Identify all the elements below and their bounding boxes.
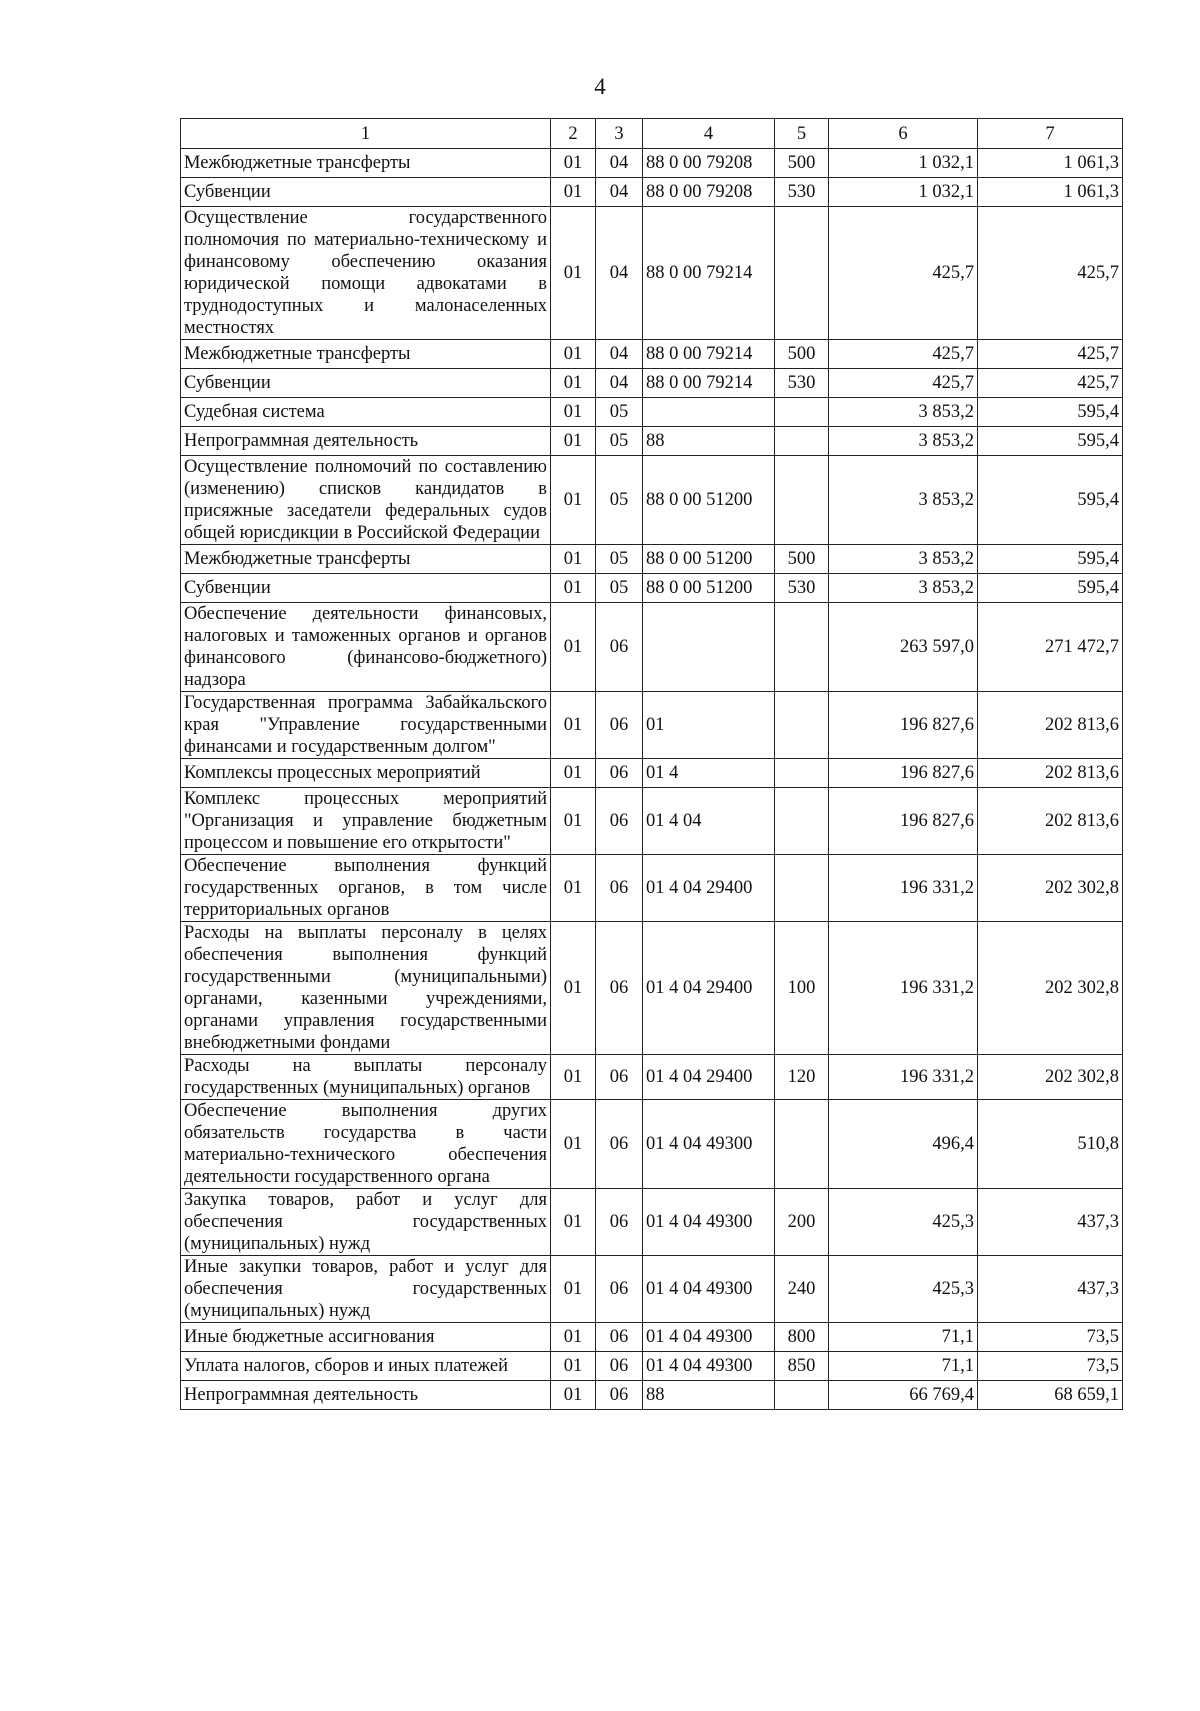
section-cell: 01 <box>551 692 596 759</box>
amount-col6-cell: 425,7 <box>829 369 978 398</box>
expense-type-cell: 120 <box>775 1055 829 1100</box>
target-article-cell: 01 4 04 49300 <box>643 1256 775 1323</box>
subsection-cell: 06 <box>596 1189 643 1256</box>
table-row <box>181 369 1123 398</box>
subsection-cell: 06 <box>596 1381 643 1410</box>
table-row <box>181 922 1123 1055</box>
target-article-cell: 88 0 00 51200 <box>643 456 775 545</box>
table-row <box>181 207 1123 340</box>
target-article-cell: 01 4 04 49300 <box>643 1323 775 1352</box>
expense-type-cell <box>775 692 829 759</box>
amount-col7-cell: 425,7 <box>978 207 1123 340</box>
column-header: 7 <box>978 119 1123 149</box>
column-header: 4 <box>643 119 775 149</box>
page-number: 4 <box>594 74 606 99</box>
expense-type-cell <box>775 1381 829 1410</box>
expense-type-cell: 500 <box>775 545 829 574</box>
amount-col6-cell: 1 032,1 <box>829 178 978 207</box>
row-name-cell: Государственная программа Забайкальского края "Управление государственными финансами и государственным долгом" <box>181 692 551 759</box>
expense-type-cell: 240 <box>775 1256 829 1323</box>
section-cell: 01 <box>551 759 596 788</box>
subsection-cell: 06 <box>596 1352 643 1381</box>
amount-col6-cell: 425,3 <box>829 1256 978 1323</box>
subsection-cell: 06 <box>596 603 643 692</box>
section-cell: 01 <box>551 545 596 574</box>
amount-col6-cell: 71,1 <box>829 1323 978 1352</box>
column-header: 3 <box>596 119 643 149</box>
subsection-cell: 05 <box>596 398 643 427</box>
expense-type-cell <box>775 1100 829 1189</box>
expense-type-cell: 800 <box>775 1323 829 1352</box>
target-article-cell: 88 0 00 51200 <box>643 574 775 603</box>
amount-col6-cell: 3 853,2 <box>829 398 978 427</box>
subsection-cell: 06 <box>596 855 643 922</box>
column-header: 1 <box>181 119 551 149</box>
target-article-cell: 88 0 00 79214 <box>643 340 775 369</box>
target-article-cell: 01 <box>643 692 775 759</box>
section-cell: 01 <box>551 369 596 398</box>
row-name-cell: Обеспечение деятельности финансовых, налоговых и таможенных органов и органов финансового (финансово-бюджетного) надзора <box>181 603 551 692</box>
amount-col7-cell: 271 472,7 <box>978 603 1123 692</box>
expense-type-cell <box>775 855 829 922</box>
row-name-cell: Расходы на выплаты персоналу государственных (муниципальных) органов <box>181 1055 551 1100</box>
amount-col7-cell: 595,4 <box>978 398 1123 427</box>
section-cell: 01 <box>551 207 596 340</box>
subsection-cell: 05 <box>596 574 643 603</box>
table-row <box>181 456 1123 545</box>
target-article-cell: 88 <box>643 427 775 456</box>
amount-col6-cell: 425,7 <box>829 340 978 369</box>
section-cell: 01 <box>551 427 596 456</box>
table-row <box>181 1189 1123 1256</box>
table-row <box>181 1323 1123 1352</box>
amount-col7-cell: 202 302,8 <box>978 1055 1123 1100</box>
row-name-cell: Закупка товаров, работ и услуг для обеспечения государственных (муниципальных) нужд <box>181 1189 551 1256</box>
row-name-cell: Субвенции <box>181 178 551 207</box>
row-name-cell: Иные закупки товаров, работ и услуг для обеспечения государственных (муниципальных) нужд <box>181 1256 551 1323</box>
amount-col7-cell: 68 659,1 <box>978 1381 1123 1410</box>
amount-col7-cell: 595,4 <box>978 574 1123 603</box>
expense-type-cell: 530 <box>775 574 829 603</box>
amount-col7-cell: 202 813,6 <box>978 788 1123 855</box>
table-row <box>181 574 1123 603</box>
row-name-cell: Комплексы процессных мероприятий <box>181 759 551 788</box>
amount-col7-cell: 437,3 <box>978 1256 1123 1323</box>
row-name-cell: Непрограммная деятельность <box>181 1381 551 1410</box>
target-article-cell: 01 4 04 29400 <box>643 855 775 922</box>
row-name-cell: Межбюджетные трансферты <box>181 545 551 574</box>
row-name-cell: Обеспечение выполнения функций государственных органов, в том числе территориальных органов <box>181 855 551 922</box>
table-row <box>181 855 1123 922</box>
subsection-cell: 04 <box>596 207 643 340</box>
amount-col7-cell: 595,4 <box>978 427 1123 456</box>
section-cell: 01 <box>551 603 596 692</box>
table-row <box>181 340 1123 369</box>
subsection-cell: 06 <box>596 788 643 855</box>
expense-type-cell: 200 <box>775 1189 829 1256</box>
subsection-cell: 06 <box>596 692 643 759</box>
expense-type-cell <box>775 603 829 692</box>
target-article-cell: 01 4 04 <box>643 788 775 855</box>
amount-col6-cell: 196 827,6 <box>829 692 978 759</box>
target-article-cell: 88 0 00 79214 <box>643 369 775 398</box>
budget-table <box>180 118 1123 1410</box>
amount-col7-cell: 73,5 <box>978 1323 1123 1352</box>
amount-col6-cell: 3 853,2 <box>829 545 978 574</box>
amount-col6-cell: 196 827,6 <box>829 788 978 855</box>
section-cell: 01 <box>551 1100 596 1189</box>
amount-col6-cell: 196 331,2 <box>829 922 978 1055</box>
subsection-cell: 06 <box>596 1055 643 1100</box>
amount-col6-cell: 71,1 <box>829 1352 978 1381</box>
row-name-cell: Субвенции <box>181 369 551 398</box>
amount-col7-cell: 1 061,3 <box>978 149 1123 178</box>
amount-col7-cell: 595,4 <box>978 456 1123 545</box>
expense-type-cell <box>775 456 829 545</box>
subsection-cell: 04 <box>596 369 643 398</box>
subsection-cell: 06 <box>596 922 643 1055</box>
table-row <box>181 603 1123 692</box>
table-row <box>181 398 1123 427</box>
amount-col7-cell: 595,4 <box>978 545 1123 574</box>
expense-type-cell <box>775 788 829 855</box>
expense-type-cell: 850 <box>775 1352 829 1381</box>
amount-col6-cell: 3 853,2 <box>829 456 978 545</box>
section-cell: 01 <box>551 1189 596 1256</box>
subsection-cell: 05 <box>596 456 643 545</box>
table-body <box>181 149 1123 1410</box>
section-cell: 01 <box>551 1055 596 1100</box>
row-name-cell: Непрограммная деятельность <box>181 427 551 456</box>
amount-col6-cell: 3 853,2 <box>829 574 978 603</box>
amount-col6-cell: 496,4 <box>829 1100 978 1189</box>
amount-col6-cell: 196 827,6 <box>829 759 978 788</box>
table-row <box>181 788 1123 855</box>
section-cell: 01 <box>551 456 596 545</box>
section-cell: 01 <box>551 1256 596 1323</box>
table-row <box>181 178 1123 207</box>
amount-col6-cell: 3 853,2 <box>829 427 978 456</box>
amount-col7-cell: 202 302,8 <box>978 922 1123 1055</box>
section-cell: 01 <box>551 855 596 922</box>
section-cell: 01 <box>551 149 596 178</box>
table-row <box>181 692 1123 759</box>
row-name-cell: Комплекс процессных мероприятий "Организация и управление бюджетным процессом и повышение его открытости" <box>181 788 551 855</box>
amount-col6-cell: 1 032,1 <box>829 149 978 178</box>
expense-type-cell <box>775 759 829 788</box>
table-row <box>181 545 1123 574</box>
section-cell: 01 <box>551 1352 596 1381</box>
row-name-cell: Межбюджетные трансферты <box>181 149 551 178</box>
target-article-cell: 01 4 04 29400 <box>643 922 775 1055</box>
target-article-cell: 88 0 00 79214 <box>643 207 775 340</box>
amount-col7-cell: 510,8 <box>978 1100 1123 1189</box>
table-row <box>181 1055 1123 1100</box>
subsection-cell: 06 <box>596 759 643 788</box>
subsection-cell: 06 <box>596 1100 643 1189</box>
amount-col7-cell: 202 813,6 <box>978 692 1123 759</box>
amount-col7-cell: 1 061,3 <box>978 178 1123 207</box>
target-article-cell: 88 0 00 79208 <box>643 149 775 178</box>
target-article-cell <box>643 603 775 692</box>
target-article-cell <box>643 398 775 427</box>
target-article-cell: 01 4 04 49300 <box>643 1352 775 1381</box>
amount-col7-cell: 73,5 <box>978 1352 1123 1381</box>
target-article-cell: 88 0 00 51200 <box>643 545 775 574</box>
amount-col7-cell: 202 813,6 <box>978 759 1123 788</box>
section-cell: 01 <box>551 398 596 427</box>
section-cell: 01 <box>551 1323 596 1352</box>
amount-col7-cell: 425,7 <box>978 340 1123 369</box>
table-row <box>181 1381 1123 1410</box>
column-header: 6 <box>829 119 978 149</box>
target-article-cell: 01 4 04 49300 <box>643 1100 775 1189</box>
table-row <box>181 427 1123 456</box>
subsection-cell: 04 <box>596 340 643 369</box>
amount-col7-cell: 425,7 <box>978 369 1123 398</box>
row-name-cell: Иные бюджетные ассигнования <box>181 1323 551 1352</box>
row-name-cell: Осуществление полномочий по составлению (изменению) списков кандидатов в присяжные заседатели федеральных судов общей юрисдикции в Российской Федерации <box>181 456 551 545</box>
section-cell: 01 <box>551 574 596 603</box>
expense-type-cell <box>775 207 829 340</box>
expense-type-cell: 500 <box>775 340 829 369</box>
subsection-cell: 04 <box>596 149 643 178</box>
column-header: 5 <box>775 119 829 149</box>
amount-col6-cell: 196 331,2 <box>829 855 978 922</box>
table-row <box>181 1352 1123 1381</box>
row-name-cell: Расходы на выплаты персоналу в целях обеспечения выполнения функций государственными (муниципальными) органами, казенными учреждениями, органами управления государственными внебюджетными фондами <box>181 922 551 1055</box>
table-row <box>181 1100 1123 1189</box>
amount-col6-cell: 425,7 <box>829 207 978 340</box>
expense-type-cell <box>775 427 829 456</box>
row-name-cell: Осуществление государственного полномочия по материально-техническому и финансовому обеспечению оказания юридической помощи адвокатами в труднодоступных и малонаселенных местностях <box>181 207 551 340</box>
amount-col6-cell: 196 331,2 <box>829 1055 978 1100</box>
column-header: 2 <box>551 119 596 149</box>
section-cell: 01 <box>551 1381 596 1410</box>
amount-col6-cell: 66 769,4 <box>829 1381 978 1410</box>
amount-col7-cell: 202 302,8 <box>978 855 1123 922</box>
target-article-cell: 01 4 <box>643 759 775 788</box>
subsection-cell: 05 <box>596 427 643 456</box>
section-cell: 01 <box>551 178 596 207</box>
target-article-cell: 01 4 04 49300 <box>643 1189 775 1256</box>
expense-type-cell: 100 <box>775 922 829 1055</box>
expense-type-cell: 530 <box>775 178 829 207</box>
amount-col6-cell: 425,3 <box>829 1189 978 1256</box>
table-row <box>181 1256 1123 1323</box>
table-row <box>181 149 1123 178</box>
subsection-cell: 04 <box>596 178 643 207</box>
section-cell: 01 <box>551 340 596 369</box>
expense-type-cell: 530 <box>775 369 829 398</box>
target-article-cell: 88 0 00 79208 <box>643 178 775 207</box>
subsection-cell: 05 <box>596 545 643 574</box>
table-header-row <box>181 119 1123 149</box>
row-name-cell: Уплата налогов, сборов и иных платежей <box>181 1352 551 1381</box>
subsection-cell: 06 <box>596 1256 643 1323</box>
target-article-cell: 88 <box>643 1381 775 1410</box>
section-cell: 01 <box>551 788 596 855</box>
subsection-cell: 06 <box>596 1323 643 1352</box>
expense-type-cell <box>775 398 829 427</box>
amount-col7-cell: 437,3 <box>978 1189 1123 1256</box>
expense-type-cell: 500 <box>775 149 829 178</box>
row-name-cell: Межбюджетные трансферты <box>181 340 551 369</box>
row-name-cell: Субвенции <box>181 574 551 603</box>
row-name-cell: Судебная система <box>181 398 551 427</box>
section-cell: 01 <box>551 922 596 1055</box>
row-name-cell: Обеспечение выполнения других обязательств государства в части материально-технического обеспечения деятельности государственного органа <box>181 1100 551 1189</box>
target-article-cell: 01 4 04 29400 <box>643 1055 775 1100</box>
table-row <box>181 759 1123 788</box>
amount-col6-cell: 263 597,0 <box>829 603 978 692</box>
